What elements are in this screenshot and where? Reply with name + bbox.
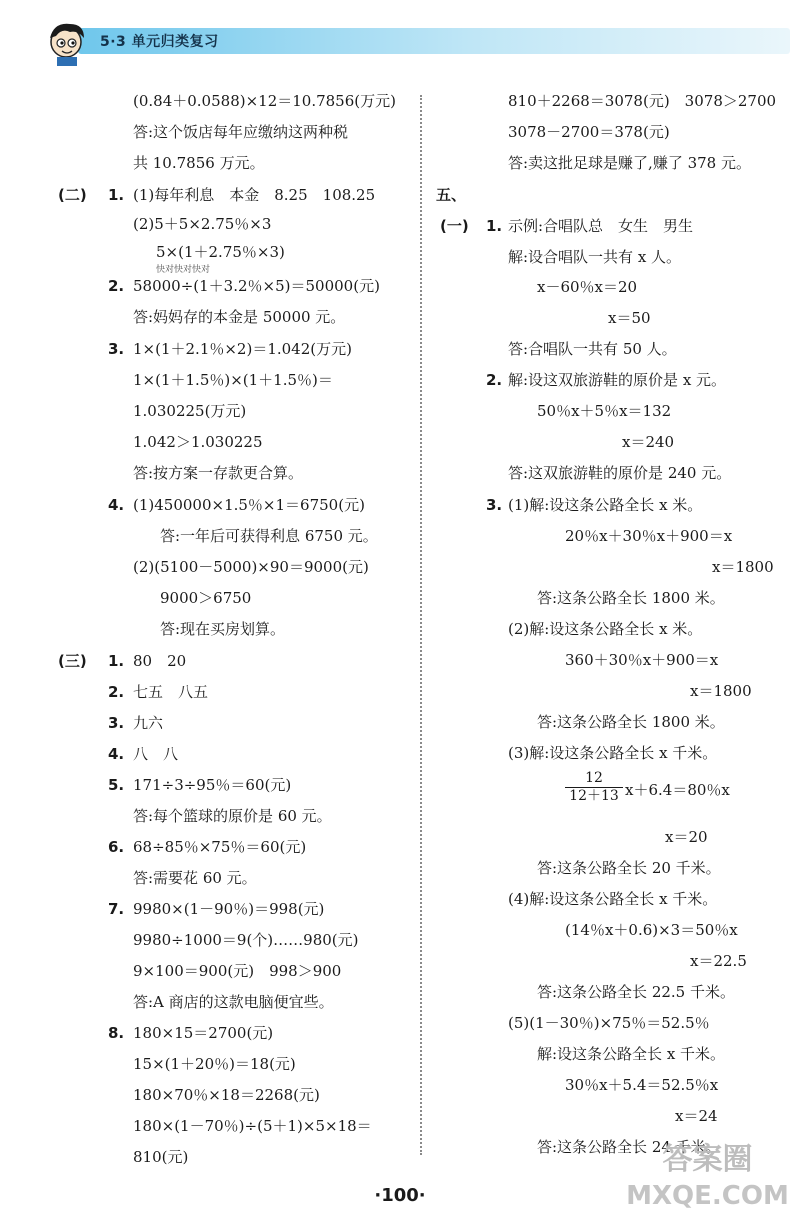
question-number: 8. — [108, 1024, 125, 1042]
text-line: 360＋30％x＋900＝x — [565, 651, 719, 669]
question-number: 5. — [108, 776, 125, 794]
section-label: (二) — [58, 186, 87, 204]
text-line: 答:这条公路全长 24 千米。 — [537, 1138, 721, 1156]
text-line: 答:这条公路全长 22.5 千米。 — [537, 983, 735, 1001]
text-line: 171÷3÷95％＝60(元) — [133, 776, 292, 794]
text-line: 答:需要花 60 元。 — [133, 869, 257, 887]
text-line: 解:设这双旅游鞋的原价是 x 元。 — [508, 371, 727, 389]
fraction-denominator: 12＋13 — [565, 787, 623, 805]
text-line: 810＋2268＝3078(元) 3078＞2700 — [508, 92, 777, 110]
text-line: 9980×(1－90％)＝998(元) — [133, 900, 325, 918]
text-line: 答:妈妈存的本金是 50000 元。 — [133, 308, 346, 326]
text-line: 九六 — [133, 714, 164, 732]
text-line: 七五 八五 — [133, 683, 209, 701]
text-line: 180×(1－70％)÷(5＋1)×5×18＝ — [133, 1117, 372, 1135]
small-note: 快对快对快对 — [156, 265, 211, 275]
text-line: (2)解:设这条公路全长 x 米。 — [508, 620, 703, 638]
question-number: 4. — [108, 496, 125, 514]
text-line: 1.042＞1.030225 — [133, 433, 263, 451]
text-line: 180×70％×18＝2268(元) — [133, 1086, 320, 1104]
text-line: 答:A 商店的这款电脑便宜些。 — [133, 993, 334, 1011]
text-line: 答:这条公路全长 1800 米。 — [537, 589, 725, 607]
text-line: 80 20 — [133, 652, 187, 670]
text-line: 答:这个饭店每年应缴纳这两种税 — [133, 123, 349, 141]
column-divider — [420, 95, 422, 1155]
question-number: 1. — [108, 652, 125, 670]
question-number: 2. — [108, 277, 125, 295]
header-title: 5·3 单元归类复习 — [100, 34, 219, 50]
text-line: (1)每年利息 本金 8.25 108.25 — [133, 186, 376, 204]
text-line: 八 八 — [133, 745, 179, 763]
text-line: x＝24 — [675, 1107, 718, 1125]
watermark-line2: MXQE.COM — [626, 1181, 789, 1211]
question-number: 1. — [108, 186, 125, 204]
text-line: 答:合唱队一共有 50 人。 — [508, 340, 677, 358]
text-line: 答:现在买房划算。 — [160, 620, 286, 638]
text-line: 810(元) — [133, 1148, 189, 1166]
fraction-numerator: 12 — [585, 770, 603, 786]
text-line: 答:一年后可获得利息 6750 元。 — [160, 527, 378, 545]
text-line: 20％x＋30％x＋900＝x — [565, 527, 733, 545]
question-number: 2. — [486, 371, 503, 389]
text-line: x＋6.4＝80％x — [625, 781, 730, 799]
text-line: x＝240 — [622, 433, 675, 451]
text-line: 5×(1＋2.75％×3) — [156, 243, 285, 261]
question-number: 7. — [108, 900, 125, 918]
text-line: x＝1800 — [690, 682, 752, 700]
question-number: 4. — [108, 745, 125, 763]
text-line: 答:这条公路全长 1800 米。 — [537, 713, 725, 731]
text-line: (0.84＋0.0588)×12＝10.7856(万元) — [133, 92, 396, 110]
page-header — [0, 0, 800, 70]
question-number: 3. — [108, 340, 125, 358]
question-number: 6. — [108, 838, 125, 856]
text-line: 答:每个篮球的原价是 60 元。 — [133, 807, 332, 825]
text-line: (5)(1－30％)×75％＝52.5％ — [508, 1014, 710, 1032]
section-label: 五、 — [436, 186, 467, 204]
text-line: x＝1800 — [712, 558, 774, 576]
question-number: 3. — [108, 714, 125, 732]
text-line: x＝22.5 — [690, 952, 747, 970]
text-line: 解:设合唱队一共有 x 人。 — [508, 248, 682, 266]
text-line: 答:这条公路全长 20 千米。 — [537, 859, 721, 877]
text-line: 50％x＋5％x＝132 — [537, 402, 672, 420]
text-line: 共 10.7856 万元。 — [133, 154, 265, 172]
question-number: 3. — [486, 496, 503, 514]
watermark — [620, 1140, 795, 1220]
section-label: (一) — [440, 217, 469, 235]
text-line: 答:卖这批足球是赚了,赚了 378 元。 — [508, 154, 751, 172]
text-line: 1×(1＋2.1％×2)＝1.042(万元) — [133, 340, 352, 358]
text-line: 68÷85％×75％＝60(元) — [133, 838, 307, 856]
mascot-boy-icon — [40, 16, 96, 66]
text-line: 9×100＝900(元) 998＞900 — [133, 962, 342, 980]
question-number: 2. — [108, 683, 125, 701]
text-line: x＝50 — [608, 309, 651, 327]
text-line: 3078－2700＝378(元) — [508, 123, 670, 141]
text-line: 15×(1＋20％)＝18(元) — [133, 1055, 296, 1073]
text-line: (2)5＋5×2.75％×3 — [133, 215, 272, 233]
text-line: 1×(1＋1.5％)×(1＋1.5％)＝ — [133, 371, 333, 389]
text-line: (2)(5100－5000)×90＝9000(元) — [133, 558, 369, 576]
text-line: x－60％x＝20 — [537, 278, 638, 296]
question-number: 1. — [486, 217, 503, 235]
text-line: 解:设这条公路全长 x 千米。 — [537, 1045, 726, 1063]
text-line: (1)解:设这条公路全长 x 米。 — [508, 496, 703, 514]
text-line: 答:按方案一存款更合算。 — [133, 464, 304, 482]
text-line: 1.030225(万元) — [133, 402, 247, 420]
text-line: (3)解:设这条公路全长 x 千米。 — [508, 744, 718, 762]
page-number: ·100· — [374, 1185, 426, 1206]
text-line: 30％x＋5.4＝52.5％x — [565, 1076, 719, 1094]
text-line: 9000＞6750 — [160, 589, 252, 607]
text-line: 180×15＝2700(元) — [133, 1024, 274, 1042]
fraction — [565, 770, 623, 805]
text-line: 答:这双旅游鞋的原价是 240 元。 — [508, 464, 732, 482]
watermark-line1: 答案圈 — [662, 1142, 753, 1177]
section-label: (三) — [58, 652, 87, 670]
text-line: (1)450000×1.5％×1＝6750(元) — [133, 496, 365, 514]
text-line: (4)解:设这条公路全长 x 千米。 — [508, 890, 718, 908]
text-line: 9980÷1000＝9(个)……980(元) — [133, 931, 359, 949]
text-line: 58000÷(1＋3.2％×5)＝50000(元) — [133, 277, 380, 295]
text-line: 示例:合唱队总 女生 男生 — [508, 217, 694, 235]
text-line: x＝20 — [665, 828, 708, 846]
text-line: (14％x＋0.6)×3＝50％x — [565, 921, 738, 939]
